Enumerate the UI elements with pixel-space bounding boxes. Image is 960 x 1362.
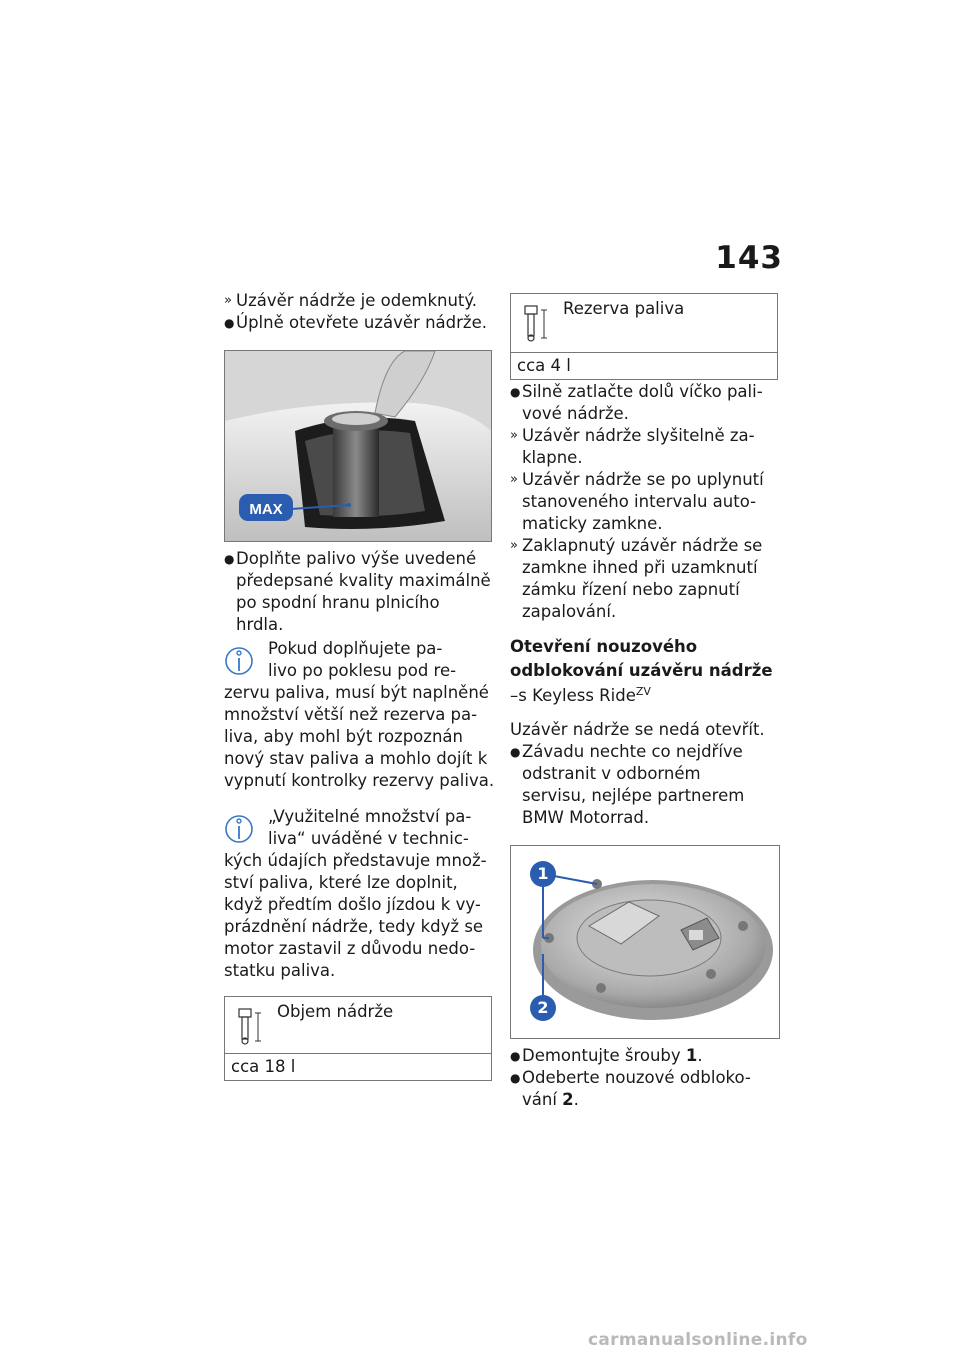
result-marker-icon: » bbox=[510, 538, 518, 553]
fuel-gauge-icon bbox=[237, 1007, 263, 1047]
left-column bbox=[224, 290, 495, 1081]
callout-1: 1 bbox=[537, 864, 549, 883]
max-label: MAX bbox=[249, 501, 283, 518]
section-heading: Otevření nouzového odblokování uzávěru nádrže bbox=[510, 637, 773, 680]
spec-value: cca 18 l bbox=[231, 1057, 296, 1076]
fuel-filler-figure bbox=[224, 350, 492, 542]
step-line: ● Úplně otevřete uzávěr nádrže. bbox=[224, 313, 487, 332]
spec-label: Objem nádrže bbox=[277, 1002, 394, 1021]
bullet-icon: ● bbox=[510, 1071, 521, 1085]
page-number: 143 bbox=[715, 240, 783, 276]
callout-2: 2 bbox=[537, 998, 549, 1017]
fuel-gauge-icon bbox=[523, 304, 549, 344]
bullet-icon: ● bbox=[224, 316, 235, 330]
result-marker-icon: » bbox=[224, 293, 232, 308]
spec-label: Rezerva paliva bbox=[563, 299, 685, 318]
bullet-icon: ● bbox=[510, 385, 521, 399]
bullet-icon: ● bbox=[510, 1049, 521, 1063]
section-subheading: –s Keyless Ride$^{ZV}$ bbox=[510, 685, 651, 705]
info-icon bbox=[224, 812, 254, 846]
right-column: Rezerva paliva cca 4 l ● Silně zatlačte dolů víčko pali- vové nádrže. » Uzávěr nádrže slyšitelně za- klapne. » Uzávěr nádrže se po uplynutí stanoveného intervalu auto- maticky zamkne. » Zaklapnutý uzávěr nádrže se zamkne ihned při uzamknutí zámku řízení nebo zapnutí zapalování. Otevření nouzového odblokování uzávěru nádrže –s Keyless Ride$^{ZV}$ Uzávěr nádrže se nedá otevřít. ● Závadu nechte co nejdříve odstranit v odborném servisu, nejlépe partnerem BMW Motorrad. 1 2 ● Demontujte šrouby 1. ● Odeberte nouzové odbloko- vání 2. bbox=[510, 293, 778, 1111]
result-marker-icon: » bbox=[510, 472, 518, 487]
result-marker-icon: » bbox=[510, 428, 518, 443]
spec-value: cca 4 l bbox=[517, 356, 571, 375]
fuel-reserve-spec bbox=[510, 293, 778, 380]
result-line: » Uzávěr nádrže je odemknutý. bbox=[224, 291, 478, 310]
tank-capacity-spec bbox=[224, 996, 492, 1081]
footer-watermark: carmanualsonline.info bbox=[588, 1330, 808, 1350]
fuel-cap-figure bbox=[510, 845, 780, 1039]
bullet-icon: ● bbox=[510, 745, 521, 759]
info-icon bbox=[224, 644, 254, 678]
info-note: „Využitelné množství pa- liva“ uváděné v technic- kých údajích představuje množ- ství paliva, které lze doplnit, když předtím došlo jízdou k vy- prázdnění nádrže, tedy když se motor zastavil z důvodu nedo- statku paliva. bbox=[224, 807, 487, 980]
info-note: Pokud doplňujete pa- livo po poklesu pod re- zervu paliva, musí být naplněné množství větší než rezerva pa- liva, aby mohl být rozpoznán nový stav paliva a mohlo dojít k vypnutí kontrolky rezervy paliva. bbox=[224, 639, 495, 790]
body-text: Uzávěr nádrže se nedá otevřít. bbox=[510, 720, 765, 739]
bullet-icon: ● bbox=[224, 552, 235, 566]
step-refuel: ● Doplňte palivo výše uvedené předepsané kvality maximálně po spodní hranu plnicího hrdla. bbox=[224, 549, 491, 634]
